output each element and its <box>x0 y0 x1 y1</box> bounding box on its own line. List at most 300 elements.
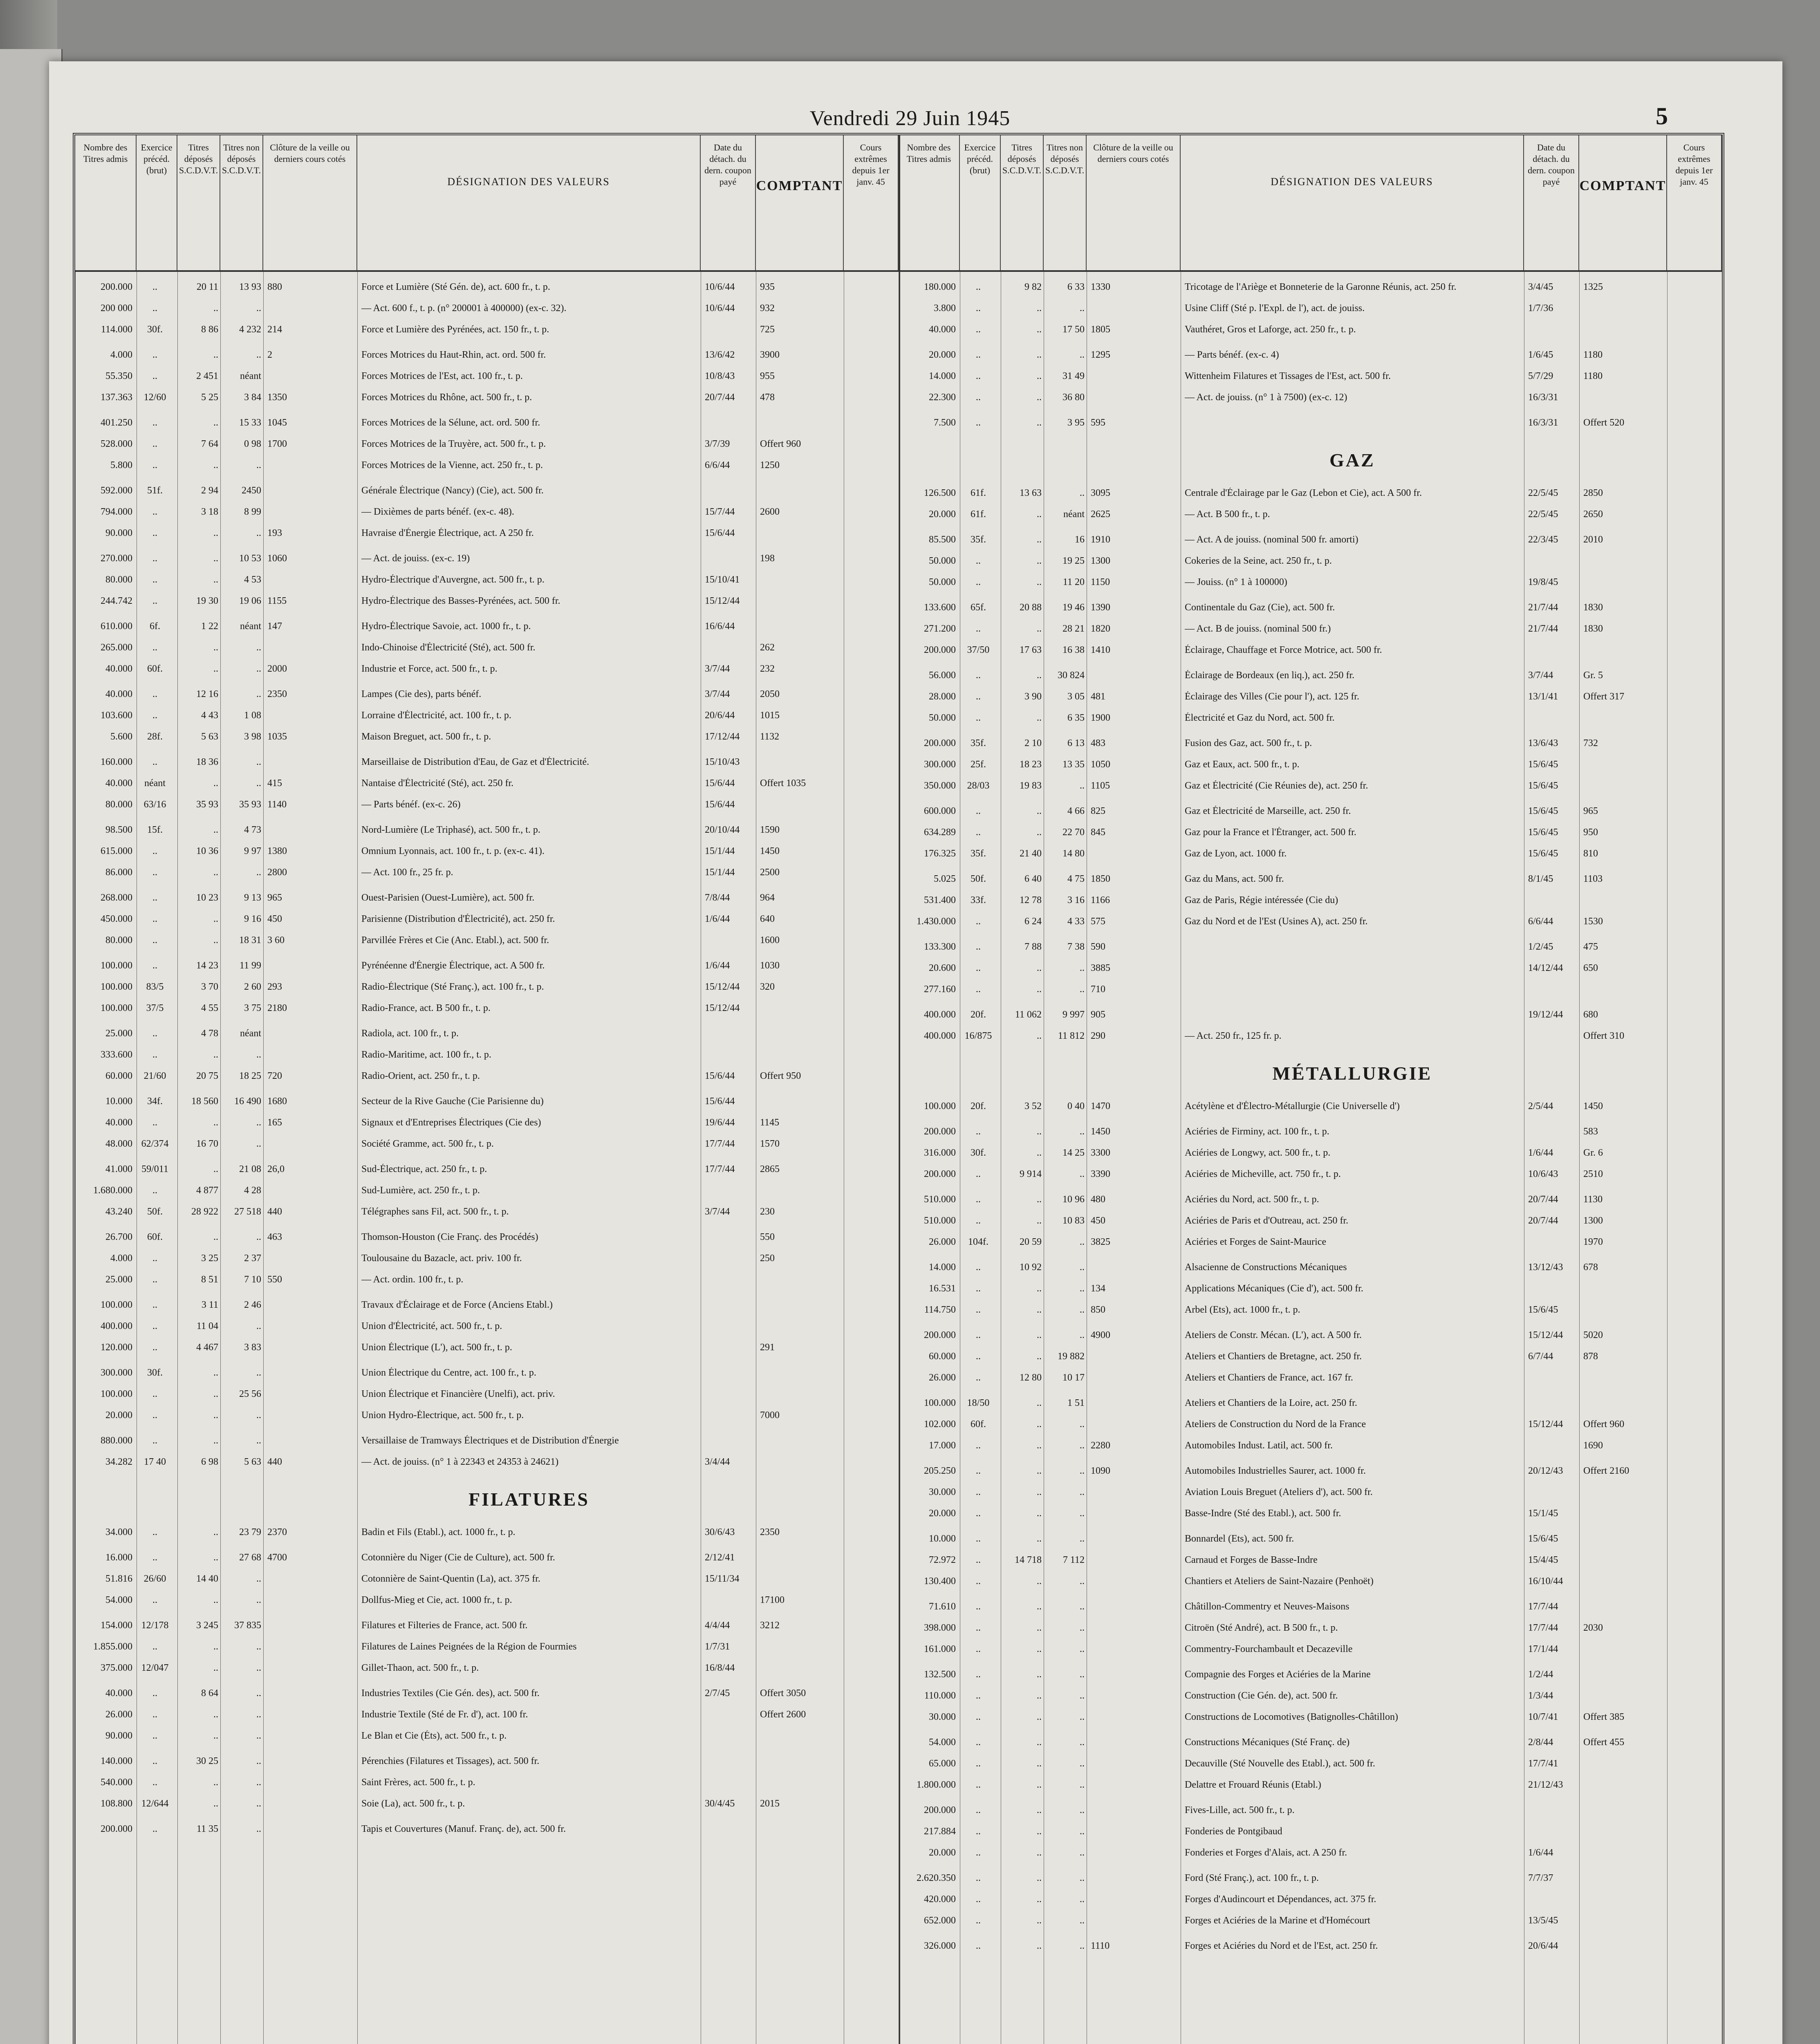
designation-text: — Act. A de jouiss. (nominal 500 fr. amorti) <box>1185 534 1358 545</box>
exercice-value: .. <box>976 1330 981 1340</box>
exercice-value: .. <box>976 1826 981 1837</box>
comptant-value: 955 <box>760 371 775 381</box>
comptant-value: 262 <box>760 642 775 653</box>
table-row <box>75 1298 899 1314</box>
designation-text: Industries Textiles (Cie Gén. des), act. 500 fr. <box>361 1688 540 1699</box>
titres-count: 51.816 <box>105 1573 132 1584</box>
detach-date: 1/2/44 <box>1528 1669 1553 1680</box>
coupon-non-deposes: .. <box>1080 1826 1085 1837</box>
table-row <box>75 1408 899 1425</box>
titres-count: 30.000 <box>929 1487 956 1497</box>
titres-count: 350.000 <box>924 780 956 791</box>
coupon-non-deposes: 27 68 <box>239 1552 261 1563</box>
exercice-value: .. <box>976 1601 981 1612</box>
titres-count: 1.430.000 <box>917 916 956 927</box>
titres-count: 400.000 <box>101 1321 132 1331</box>
comptant-value: 478 <box>760 392 775 403</box>
coupon-non-deposes: .. <box>1080 1805 1085 1815</box>
titres-count: 20.000 <box>105 1410 132 1421</box>
designation-text: Decauville (Sté Nouvelle des Etabl.), act. 500 fr. <box>1185 1758 1375 1769</box>
coupon-deposes: 2 10 <box>1024 738 1042 749</box>
quotation-table <box>73 133 1724 2044</box>
table-row <box>75 1387 899 1403</box>
exercice-value: .. <box>976 691 981 702</box>
coupon-non-deposes: .. <box>1080 1262 1085 1273</box>
exercice-value: .. <box>152 846 157 856</box>
coupon-non-deposes: 9 13 <box>244 892 261 903</box>
exercice-value: .. <box>976 1283 981 1294</box>
exercice-value: 20f. <box>971 1101 986 1112</box>
designation-text: Chantiers et Ateliers de Saint-Nazaire (Penhoët) <box>1185 1576 1374 1587</box>
detach-date: 8/1/45 <box>1528 874 1553 884</box>
table-row <box>75 1661 899 1677</box>
table-body <box>75 272 899 2044</box>
coupon-deposes: .. <box>1037 1419 1042 1430</box>
detach-date: 10/6/44 <box>705 282 735 292</box>
cloture-value: 147 <box>267 621 282 632</box>
exercice-value: .. <box>152 1389 157 1399</box>
coupon-non-deposes: 8 99 <box>244 507 261 517</box>
cloture-value: 440 <box>267 1206 282 1217</box>
coupon-non-deposes: 10 96 <box>1062 1194 1085 1205</box>
coupon-non-deposes: .. <box>1080 1644 1085 1654</box>
detach-date: 10/6/43 <box>1528 1169 1558 1179</box>
table-row <box>75 1593 899 1609</box>
designation-text: Cotonnière du Niger (Cie de Culture), act. 500 fr. <box>361 1552 555 1563</box>
coupon-deposes: 9 914 <box>1020 1169 1042 1179</box>
coupon-non-deposes: 15 33 <box>239 417 261 428</box>
coupon-non-deposes: 18 25 <box>239 1071 261 1081</box>
page-date: Vendredi 29 Juin 1945 <box>809 107 1011 130</box>
coupon-non-deposes: 11 812 <box>1058 1031 1085 1041</box>
coupon-non-deposes: .. <box>256 1756 261 1766</box>
detach-date: 30/4/45 <box>705 1798 735 1809</box>
table-row <box>899 486 1722 502</box>
titres-count: 200.000 <box>924 645 956 655</box>
comptant-value: 1690 <box>1583 1440 1603 1451</box>
exercice-value: 37/5 <box>146 1003 164 1013</box>
coupon-non-deposes: 3 98 <box>244 731 261 742</box>
exercice-value: 50f. <box>147 1206 163 1217</box>
table-row <box>75 1319 899 1336</box>
detach-date: 15/1/44 <box>705 846 735 856</box>
exercice-value: .. <box>152 642 157 653</box>
designation-text: Forces Motrices du Rhône, act. 500 fr., t. p. <box>361 392 532 403</box>
detach-date: 17/7/44 <box>705 1139 735 1149</box>
exercice-value: .. <box>152 1253 157 1264</box>
designation-text: Automobiles Indust. Latil, act. 500 fr. <box>1185 1440 1333 1451</box>
coupon-deposes: .. <box>213 350 218 360</box>
coupon-deposes: 14 23 <box>196 960 218 971</box>
table-row <box>75 1572 899 1588</box>
detach-date: 30/6/43 <box>705 1527 735 1537</box>
comptant-value: 3900 <box>760 350 780 360</box>
titres-count: 400.000 <box>924 1031 956 1041</box>
table-row <box>75 390 899 407</box>
detach-date: 2/7/45 <box>705 1688 730 1699</box>
exercice-value: .. <box>152 507 157 517</box>
exercice-value: .. <box>976 1262 981 1273</box>
table-row <box>75 755 899 771</box>
detach-date: 6/7/44 <box>1528 1351 1553 1362</box>
table-row <box>899 1914 1722 1930</box>
titres-count: 133.300 <box>924 941 956 952</box>
coupon-non-deposes: .. <box>256 1824 261 1834</box>
coupon-non-deposes: .. <box>256 460 261 471</box>
comptant-value: 2650 <box>1583 509 1603 520</box>
comptant-value: 7000 <box>760 1410 780 1421</box>
comptant-value: Offert 960 <box>760 439 801 449</box>
detach-date: 15/6/45 <box>1528 827 1558 838</box>
coupon-non-deposes: .. <box>1080 1712 1085 1722</box>
coupon-non-deposes: 0 40 <box>1067 1101 1085 1112</box>
titres-count: 56.000 <box>929 670 956 681</box>
exercice-value: .. <box>152 417 157 428</box>
coupon-deposes: .. <box>1037 1440 1042 1451</box>
designation-text: — Act. de jouiss. (ex-c. 19) <box>361 553 470 564</box>
table-row <box>899 301 1722 318</box>
coupon-deposes: 7 64 <box>201 439 218 449</box>
coupon-non-deposes: .. <box>256 663 261 674</box>
column-header-exercice: Exercice précéd. (brut) <box>960 135 1001 270</box>
table-row <box>75 1729 899 1745</box>
titres-count: 200.000 <box>924 1330 956 1340</box>
detach-date: 20/7/44 <box>705 392 735 403</box>
designation-text: Aciéries de Paris et d'Outreau, act. 250 fr. <box>1185 1215 1349 1226</box>
table-row <box>899 1417 1722 1434</box>
comptant-value: 965 <box>1583 806 1598 816</box>
coupon-non-deposes: .. <box>256 1663 261 1673</box>
designation-text: Gaz et Électricité (Cie Réunies de), act. 250 fr. <box>1185 780 1368 791</box>
comptant-value: 3212 <box>760 1620 780 1631</box>
exercice-value: .. <box>152 1435 157 1446</box>
coupon-deposes: .. <box>1037 417 1042 428</box>
cloture-value: 1045 <box>267 417 287 428</box>
coupon-non-deposes: 10 53 <box>239 553 261 564</box>
comptant-value: 810 <box>1583 848 1598 859</box>
titres-count: 50.000 <box>929 713 956 723</box>
coupon-deposes: 20 88 <box>1020 602 1042 613</box>
table-row <box>899 736 1722 753</box>
exercice-value: .. <box>976 1194 981 1205</box>
coupon-deposes: .. <box>1037 984 1042 995</box>
table-row <box>899 1871 1722 1887</box>
comptant-value: 680 <box>1583 1009 1598 1020</box>
designation-text: — Act. 600 f., t. p. (n° 200001 à 400000) (ex-c. 32). <box>361 303 567 314</box>
exercice-value: .. <box>976 324 981 335</box>
titres-count: 100.000 <box>101 1389 132 1399</box>
detach-date: 13/1/41 <box>1528 691 1558 702</box>
detach-date: 19/6/44 <box>705 1117 735 1128</box>
table-row <box>899 390 1722 407</box>
comptant-value: 732 <box>1583 738 1598 749</box>
designation-text: Société Gramme, act. 500 fr., t. p. <box>361 1139 494 1149</box>
coupon-deposes: .. <box>1037 1847 1042 1858</box>
table-row <box>75 348 899 364</box>
coupon-deposes: .. <box>213 914 218 924</box>
titres-count: 10.000 <box>105 1096 132 1107</box>
exercice-value: .. <box>152 757 157 767</box>
table-row <box>75 573 899 589</box>
detach-date: 20/12/43 <box>1528 1466 1563 1476</box>
table-row <box>75 641 899 657</box>
coupon-deposes: .. <box>213 574 218 585</box>
designation-text: Tricotage de l'Ariège et Bonneterie de la Garonne Réunis, act. 250 fr. <box>1185 282 1457 292</box>
coupon-non-deposes: .. <box>256 778 261 789</box>
table-row <box>899 1282 1722 1298</box>
cloture-value: 1910 <box>1091 534 1110 545</box>
table-row <box>75 776 899 793</box>
coupon-deposes: .. <box>213 1798 218 1809</box>
titres-count: 200.000 <box>924 1126 956 1137</box>
comptant-value: 198 <box>760 553 775 564</box>
coupon-deposes: 4 43 <box>201 710 218 721</box>
coupon-non-deposes: .. <box>256 1798 261 1809</box>
designation-text: — Act. ordin. 100 fr., t. p. <box>361 1274 464 1285</box>
table-row <box>899 416 1722 432</box>
coupon-deposes: .. <box>1037 303 1042 314</box>
titres-count: 200.000 <box>101 282 132 292</box>
table-row <box>75 1340 899 1357</box>
exercice-value: .. <box>976 1555 981 1565</box>
table-row <box>899 1099 1722 1116</box>
coupon-non-deposes: 37 835 <box>234 1620 261 1631</box>
titres-count: 100.000 <box>101 1300 132 1310</box>
titres-count: 180.000 <box>924 282 956 292</box>
detach-date: 20/10/44 <box>705 825 740 835</box>
coupon-non-deposes: .. <box>256 1730 261 1741</box>
coupon-non-deposes: 36 80 <box>1062 392 1085 403</box>
table-row <box>899 1167 1722 1183</box>
coupon-deposes: 19 30 <box>196 596 218 606</box>
table-row <box>899 601 1722 617</box>
designation-text: Alsacienne de Constructions Mécaniques <box>1185 1262 1347 1273</box>
coupon-deposes: 4 78 <box>201 1028 218 1039</box>
exercice-value: .. <box>976 1941 981 1951</box>
titres-count: 41.000 <box>105 1164 132 1174</box>
titres-count: 133.600 <box>924 602 956 613</box>
table-row <box>899 1439 1722 1455</box>
coupon-deposes: .. <box>213 1367 218 1378</box>
exercice-value: .. <box>152 1185 157 1196</box>
coupon-deposes: .. <box>1037 670 1042 681</box>
coupon-deposes: .. <box>1037 1737 1042 1748</box>
coupon-deposes: 9 82 <box>1024 282 1042 292</box>
coupon-non-deposes: 4 33 <box>1067 916 1085 927</box>
table-row <box>75 619 899 636</box>
table-row <box>75 1797 899 1813</box>
exercice-value: .. <box>976 1894 981 1905</box>
designation-text: Ateliers de Constr. Mécan. (L'), act. A 500 fr. <box>1185 1330 1362 1340</box>
titres-count: 5.025 <box>934 874 956 884</box>
exercice-value: 12/644 <box>141 1798 169 1809</box>
coupon-deposes: .. <box>1037 1194 1042 1205</box>
exercice-value: .. <box>152 1641 157 1652</box>
detach-date: 16/6/44 <box>705 621 735 632</box>
cloture-value: 415 <box>267 778 282 789</box>
titres-count: 2.620.350 <box>917 1873 956 1883</box>
detach-date: 17/1/44 <box>1528 1644 1558 1654</box>
designation-text: Forces Motrices de l'Est, act. 100 fr., t. p. <box>361 371 523 381</box>
coupon-non-deposes: 16 490 <box>234 1096 261 1107</box>
table-row <box>899 1464 1722 1480</box>
coupon-deposes: .. <box>213 1641 218 1652</box>
comptant-value: 1325 <box>1583 282 1603 292</box>
comptant-value: 678 <box>1583 1262 1598 1273</box>
designation-text: Gaz de Lyon, act. 1000 fr. <box>1185 848 1287 859</box>
coupon-deposes: .. <box>1037 324 1042 335</box>
designation-text: Travaux d'Éclairage et de Force (Anciens Etabl.) <box>361 1300 553 1310</box>
coupon-deposes: 6 40 <box>1024 874 1042 884</box>
cloture-value: 1410 <box>1091 645 1110 655</box>
designation-text: Aciéries de Micheville, act. 750 fr., t. p. <box>1185 1169 1341 1179</box>
detach-date: 17/7/41 <box>1528 1758 1558 1769</box>
titres-count: 277.160 <box>924 984 956 995</box>
detach-date: 19/12/44 <box>1528 1009 1563 1020</box>
detach-date: 1/2/45 <box>1528 941 1553 952</box>
cloture-value: 3300 <box>1091 1148 1110 1158</box>
coupon-non-deposes: 19 06 <box>239 596 261 606</box>
titres-count: 43.240 <box>105 1206 132 1217</box>
titres-count: 130.400 <box>924 1576 956 1587</box>
coupon-non-deposes: .. <box>1080 303 1085 314</box>
designation-text: Forces Motrices de la Sélune, act. ord. 500 fr. <box>361 417 540 428</box>
comptant-value: 950 <box>1583 827 1598 838</box>
designation-text: Fonderies et Forges d'Alais, act. A 250 fr. <box>1185 1847 1347 1858</box>
titres-count: 40.000 <box>105 778 132 789</box>
detach-date: 15/6/44 <box>705 778 735 789</box>
exercice-value: 63/16 <box>143 799 166 810</box>
exercice-value: 60f. <box>147 1232 163 1242</box>
titres-count: 20.000 <box>929 1847 956 1858</box>
coupon-non-deposes: .. <box>1080 1941 1085 1951</box>
comptant-value: 2030 <box>1583 1623 1603 1633</box>
coupon-non-deposes: .. <box>1080 1623 1085 1633</box>
designation-text: Filatures de Laines Peignées de la Région de Fourmies <box>361 1641 577 1652</box>
comptant-value: 1530 <box>1583 916 1603 927</box>
column-header-nombre: Nombre des Titres admis <box>899 135 960 270</box>
titres-count: 300.000 <box>924 759 956 770</box>
coupon-deposes: .. <box>1037 1758 1042 1769</box>
cloture-value: 2180 <box>267 1003 287 1013</box>
titres-count: 271.200 <box>924 623 956 634</box>
designation-text: — Act. B de jouiss. (nominal 500 fr.) <box>1185 623 1331 634</box>
column-header-exercice: Exercice précéd. (brut) <box>137 135 177 270</box>
comptant-value: 935 <box>760 282 775 292</box>
cloture-value: 1850 <box>1091 874 1110 884</box>
coupon-non-deposes: .. <box>256 1049 261 1060</box>
coupon-deposes: .. <box>1037 1894 1042 1905</box>
coupon-non-deposes: 17 50 <box>1062 324 1085 335</box>
titres-count: 26.700 <box>105 1232 132 1242</box>
section-heading: MÉTALLURGIE <box>1272 1063 1432 1084</box>
coupon-deposes: 7 88 <box>1024 941 1042 952</box>
coupon-deposes: .. <box>1037 1283 1042 1294</box>
designation-text: Cokeries de la Seine, act. 250 fr., t. p. <box>1185 556 1332 566</box>
coupon-non-deposes: 3 84 <box>244 392 261 403</box>
designation-text: Badin et Fils (Etabl.), act. 1000 fr., t. p. <box>361 1527 516 1537</box>
column-header-titres-non-deposes: Titres non déposés S.C.D.V.T. <box>1044 135 1087 270</box>
cloture-value: 2350 <box>267 689 287 699</box>
coupon-non-deposes: .. <box>256 1595 261 1605</box>
table-row <box>75 980 899 996</box>
cloture-value: 481 <box>1091 691 1105 702</box>
titres-count: 17.000 <box>929 1440 956 1451</box>
table-row <box>75 708 899 725</box>
exercice-value: 15f. <box>147 825 163 835</box>
designation-text: Citroën (Sté André), act. B 500 fr., t. p. <box>1185 1623 1338 1633</box>
section-heading: FILATURES <box>468 1489 589 1510</box>
designation-text: Ouest-Parisien (Ouest-Lumière), act. 500 fr. <box>361 892 535 903</box>
exercice-value: 21/60 <box>143 1071 166 1081</box>
coupon-non-deposes: .. <box>1080 1737 1085 1748</box>
cloture-value: 165 <box>267 1117 282 1128</box>
detach-date: 13/5/45 <box>1528 1915 1558 1926</box>
table-row <box>899 348 1722 364</box>
coupon-deposes: .. <box>1037 534 1042 545</box>
comptant-value: Offert 317 <box>1583 691 1625 702</box>
detach-date: 4/4/44 <box>705 1620 730 1631</box>
detach-date: 22/5/45 <box>1528 488 1558 498</box>
detach-date: 10/7/41 <box>1528 1712 1558 1722</box>
comptant-value: 1600 <box>760 935 780 946</box>
table-row <box>899 690 1722 706</box>
coupon-non-deposes: .. <box>256 1641 261 1652</box>
exercice-value: .. <box>976 1669 981 1680</box>
designation-text: Éclairage de Bordeaux (en liq.), act. 250 fr. <box>1185 670 1355 681</box>
titres-count: 80.000 <box>105 799 132 810</box>
table-row <box>75 416 899 432</box>
titres-count: 20.000 <box>929 509 956 520</box>
exercice-value: 20f. <box>971 1009 986 1020</box>
coupon-deposes: .. <box>213 1049 218 1060</box>
table-row <box>899 847 1722 863</box>
exercice-value: 16/875 <box>964 1031 992 1041</box>
coupon-non-deposes: .. <box>1080 963 1085 973</box>
coupon-non-deposes: 2 37 <box>244 1253 261 1264</box>
coupon-non-deposes: 3 05 <box>1067 691 1085 702</box>
cloture-value: 483 <box>1091 738 1105 749</box>
coupon-deposes: .. <box>1037 806 1042 816</box>
cloture-value: 1050 <box>1091 759 1110 770</box>
coupon-non-deposes: 10 17 <box>1062 1372 1085 1383</box>
detach-date: 6/6/44 <box>1528 916 1553 927</box>
exercice-value: .. <box>152 1688 157 1699</box>
comptant-value: 1103 <box>1583 874 1603 884</box>
coupon-non-deposes: 3 83 <box>244 1342 261 1353</box>
comptant-value: Offert 520 <box>1583 417 1625 428</box>
comptant-value: Offert 950 <box>760 1071 801 1081</box>
titres-count: 100.000 <box>924 1398 956 1408</box>
designation-text: — Act. B 500 fr., t. p. <box>1185 509 1270 520</box>
coupon-deposes: .. <box>213 1232 218 1242</box>
coupon-non-deposes: néant <box>240 621 261 632</box>
table-row <box>75 1251 899 1268</box>
comptant-value: 17100 <box>760 1595 784 1605</box>
exercice-value: 30f. <box>147 324 163 335</box>
exercice-value: .. <box>152 439 157 449</box>
designation-text: Radio-France, act. B 500 fr., t. p. <box>361 1003 491 1013</box>
cloture-value: 1470 <box>1091 1101 1110 1112</box>
coupon-non-deposes: .. <box>256 1410 261 1421</box>
coupon-deposes: .. <box>1037 1304 1042 1315</box>
coupon-deposes: 5 63 <box>201 731 218 742</box>
comptant-value: Offert 310 <box>1583 1031 1625 1041</box>
designation-text: Ateliers et Chantiers de Bretagne, act. 250 fr. <box>1185 1351 1362 1362</box>
coupon-deposes: 20 59 <box>1020 1237 1042 1247</box>
table-row <box>899 961 1722 977</box>
exercice-value: .. <box>976 941 981 952</box>
